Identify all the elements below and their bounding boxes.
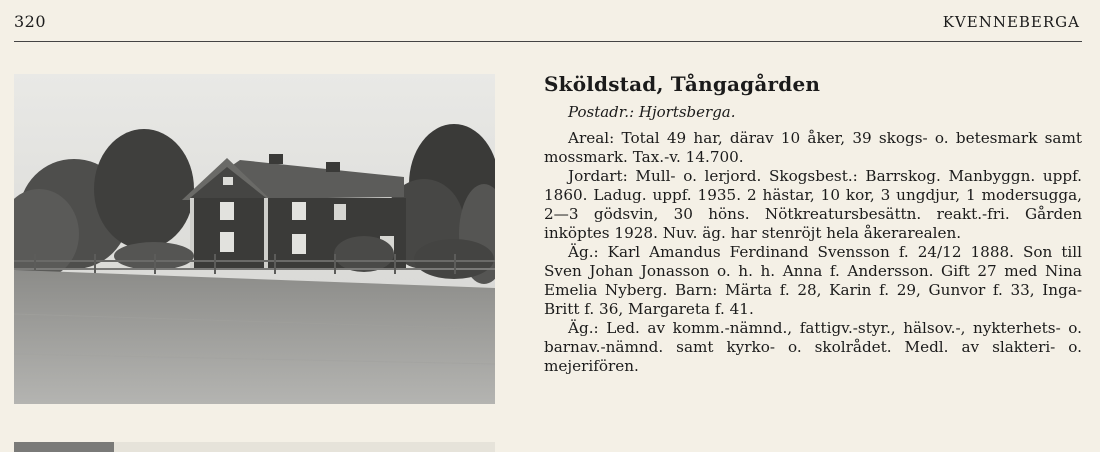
paragraph-owner: Äg.: Karl Amandus Ferdinand Svensson f. 24/12 1888. Son till Sven Johan Jonasson o. h. h. Anna f. Andersson. Gift 27 med Nina Emelia Nyberg. Barn: Märta f. 28, Karin f. 29, Gunvor f. 33, Inga-Britt f. 36, Margareta f. 41. (544, 243, 1082, 318)
second-photo-top-edge (14, 442, 495, 452)
paragraph-areal: Areal: Total 49 har, därav 10 åker, 39 skogs- o. betesmark samt mossmark. Tax.-v. 14.700. (544, 129, 1082, 166)
page-number: 320 (14, 12, 47, 31)
entry (544, 72, 1082, 376)
paragraph-offices: Äg.: Led. av komm.-nämnd., fattigv.-styr., hälsov.-, nykterhets- o. barnav.-nämnd. samt kyrko- o. skolrådet. Medl. av slakteri- o. mejerifören. (544, 319, 1082, 375)
running-head: KVENNEBERGA (942, 13, 1080, 31)
postal-address: Postadr.: Hjortsberga. (568, 103, 736, 121)
header-rule (14, 41, 1082, 42)
farmhouse-photo (14, 74, 495, 404)
entry-title: Sköldstad, Tångagården (544, 72, 821, 96)
paragraph-jordart: Jordart: Mull- o. lerjord. Skogsbest.: Barrskog. Manbyggn. uppf. 1860. Ladug. uppf. 1935. 2 hästar, 10 kor, 3 ungdjur, 1 modersugga, 2—3 gödsvin, 30 höns. Nötkreatursbesättn. reakt.-fri. Gården inköptes 1928. Nuv. äg. har stenröjt hela åkerarealen. (544, 167, 1082, 242)
